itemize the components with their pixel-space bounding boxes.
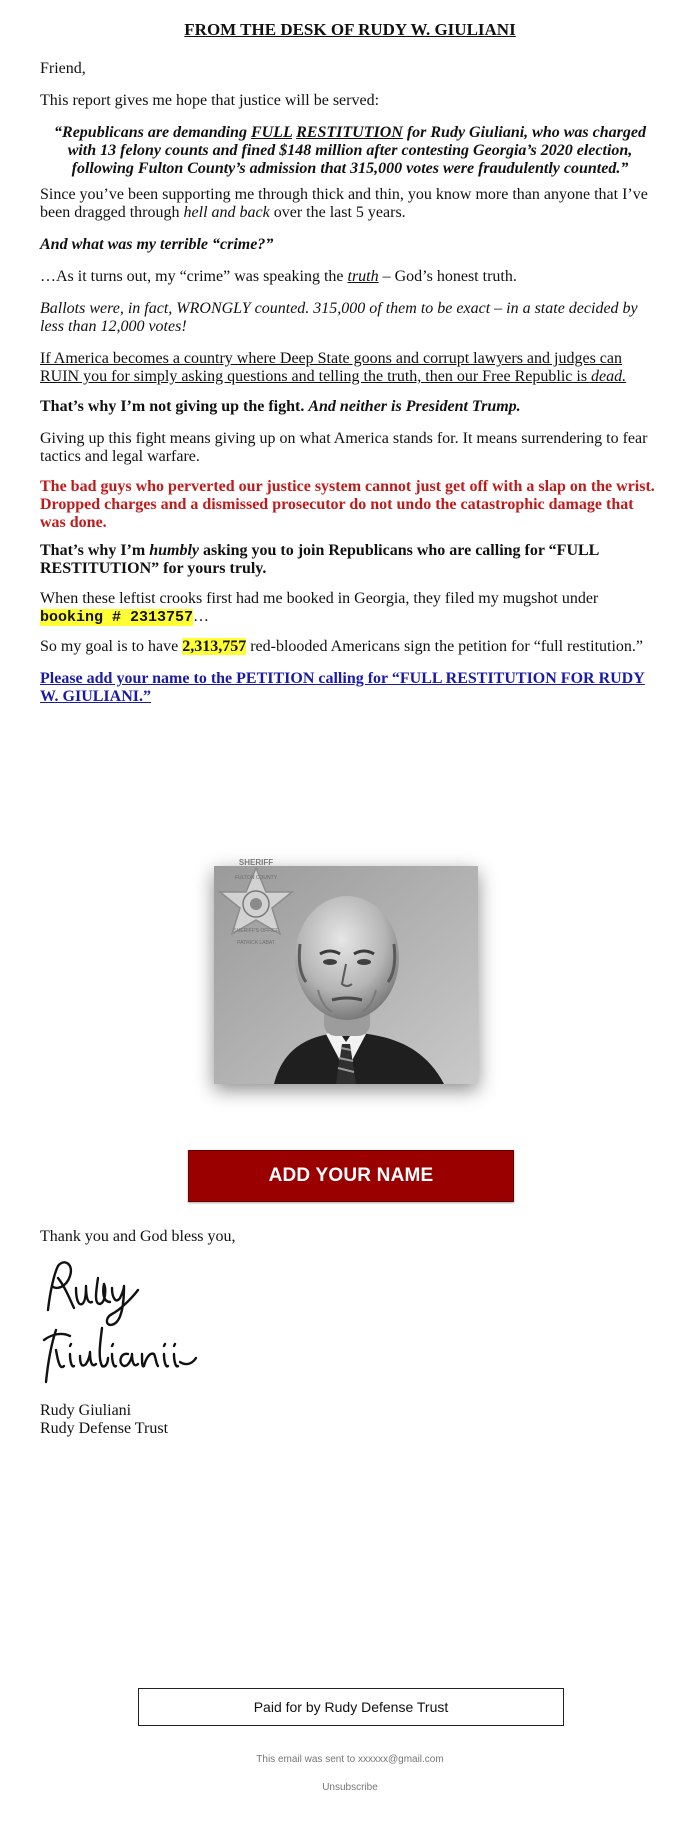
goal-number: 2,313,757 [182, 638, 247, 655]
humbly-paragraph: That’s why I’m humbly asking you to join Republicans who are calling for “FULL RESTITUTION” for yours truly. [40, 542, 599, 577]
letter-header: FROM THE DESK OF RUDY W. GIULIANI [184, 20, 516, 39]
petition-paragraph [40, 670, 662, 706]
quote-restitution: RESTITUTION [296, 124, 403, 141]
badge-name-text: PATRICK LABAT [237, 940, 275, 946]
mugshot-photo[interactable] [214, 858, 478, 1084]
sent-to-notice: This email was sent to xxxxxx@gmail.com [256, 1754, 444, 1765]
crime-question: And what was my terrible “crime?” [40, 236, 274, 253]
republic-paragraph: If America becomes a country where Deep State goons and corrupt lawyers and judges can RUIN you for simply asking questions and telling the truth, then our Free Republic is dead. [40, 350, 627, 385]
bad-guys-paragraph: The bad guys who perverted our justice system cannot just get off with a slap on the wrist. Dropped charges and a dismissed prosecutor do not undo the catastrophic damage that was done. [40, 478, 655, 531]
badge-office-text: SHERIFF'S OFFICE [233, 928, 279, 934]
booking-paragraph: When these leftist crooks first had me booked in Georgia, they filed my mugshot under booking # 2313757… [40, 590, 599, 626]
support-paragraph: Since you’ve been supporting me through thick and thin, you know more than anyone that I’ve been dragged through hell and back over the last 5 years. [40, 186, 648, 221]
petition-link[interactable]: Please add your name to the PETITION calling for “FULL RESTITUTION FOR RUDY W. GIULIANI.” [40, 670, 645, 705]
booking-number: booking # 2313757 [40, 609, 194, 626]
intro-paragraph: This report gives me hope that justice will be served: [40, 92, 380, 109]
badge-county-text: FULTON COUNTY [234, 875, 278, 881]
greeting: Friend, [40, 60, 86, 77]
ballots-paragraph: Ballots were, in fact, WRONGLY counted. 315,000 of them to be exact – in a state decided by less than 12,000 votes! [40, 300, 638, 335]
badge-sheriff-text: SHERIFF [238, 858, 274, 867]
giving-up-paragraph: Giving up this fight means giving up on what America stands for. It means surrendering to fear tactics and legal warfare. [40, 430, 648, 465]
signature-org: Rudy Defense Trust [40, 1420, 169, 1437]
closing-line: Thank you and God bless you, [40, 1228, 236, 1245]
truth-paragraph: …As it turns out, my “crime” was speaking the truth – God’s honest truth. [40, 268, 517, 285]
mugshot-image [214, 858, 478, 1084]
goal-paragraph: So my goal is to have 2,313,757 red-blooded Americans sign the petition for “full restitution.” [40, 638, 644, 655]
pull-quote: “Republicans are demanding FULL RESTITUTION for Rudy Giuliani, who was charged with 13 felony counts and fined $148 million after contesting Georgia’s 2020 election, following Fulton County’s admission that 315,000 votes were fraudulently counted.” [54, 124, 646, 177]
paid-for-disclaimer: Paid for by Rudy Defense Trust [138, 1688, 564, 1726]
quote-full: FULL [250, 124, 293, 141]
fight-paragraph: That’s why I’m not giving up the fight. And neither is President Trump. [40, 398, 521, 415]
handwritten-signature [40, 1258, 200, 1394]
unsubscribe-link[interactable]: Unsubscribe [322, 1782, 378, 1793]
signature-name: Rudy Giuliani [40, 1402, 132, 1419]
add-your-name-button[interactable]: ADD YOUR NAME [188, 1150, 514, 1202]
